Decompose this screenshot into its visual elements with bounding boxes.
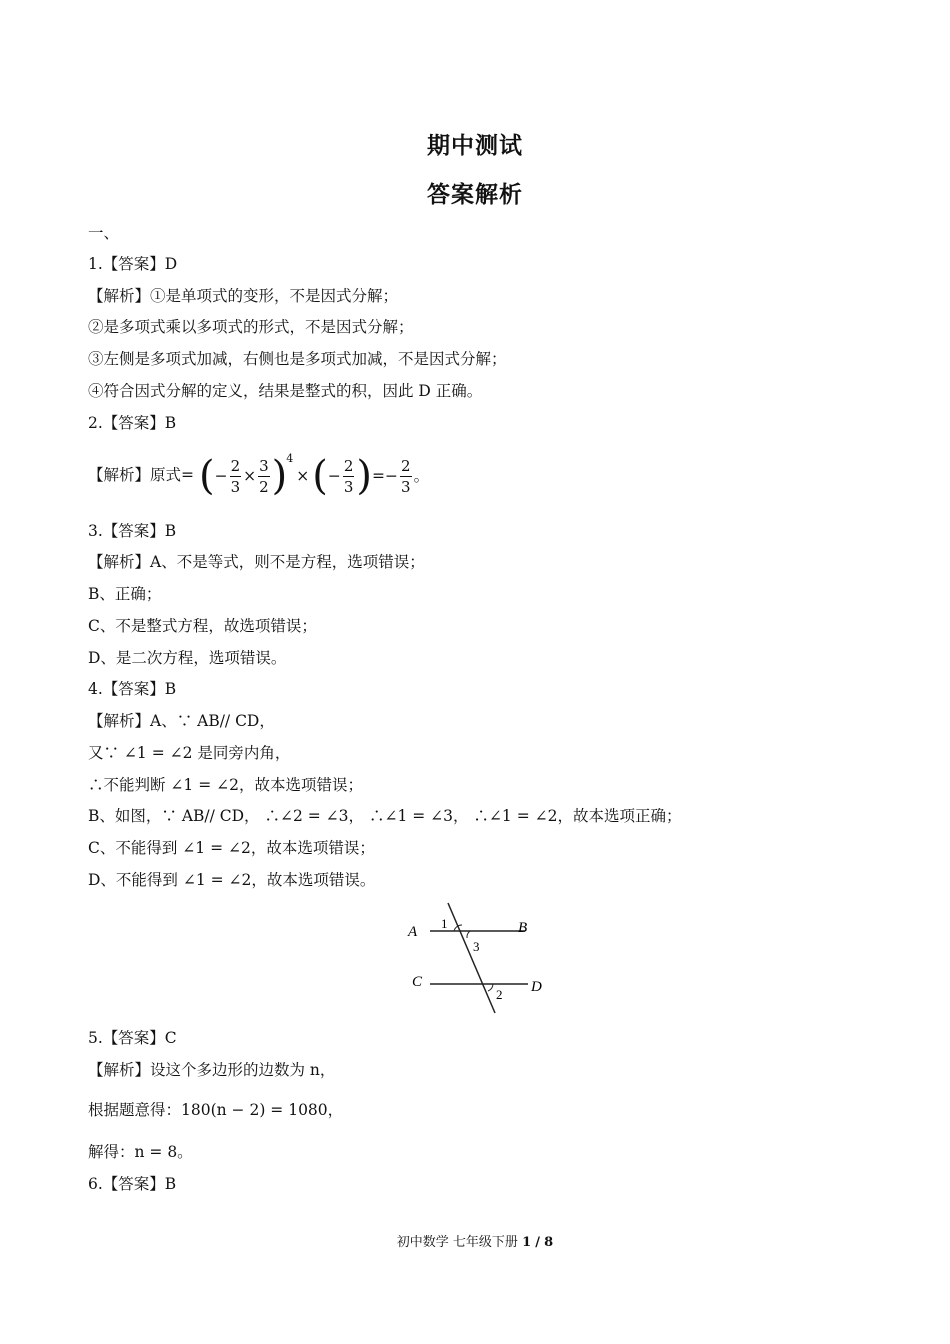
right-paren: ) [271,453,288,499]
footer-page-number: 1 [522,1235,532,1250]
fraction: $\frac{2}{3}$ [401,456,411,496]
footer-total-pages: 8 [544,1235,554,1250]
section-heading: 一、 [88,224,120,242]
page-subtitle: 答案解析 [427,182,523,208]
fraction: $\frac{2}{3}$ [230,456,241,496]
left-paren: ( [312,453,328,499]
period: 。 [413,467,430,485]
left-paren: ( [198,453,215,499]
times-sign: × [243,467,257,485]
q4-analysis-line: C、不能得到 ∠1 = ∠2，故本选项错误； [88,839,375,857]
q6-answer: 6.【答案】B [88,1175,177,1193]
footer-separator: / [535,1235,541,1250]
q5-analysis-line: 【解析】设这个多边形的边数为 n， [88,1061,336,1079]
q4-analysis-line: ∴不能判断 ∠1 = ∠2，故本选项错误； [88,776,363,794]
label-b: B [518,920,528,936]
q3-analysis-line: C、不是整式方程，故选项错误； [88,617,317,635]
q5-analysis-line: 根据题意得：180(n − 2) = 1080， [88,1101,344,1119]
q5-analysis-line: 解得：n = 8。 [88,1143,193,1161]
page-footer [0,1231,950,1250]
q3-answer: 3.【答案】B [88,522,177,540]
q4-analysis-line: B、如图，∵ AB// CD， ∴∠2 = ∠3， ∴∠1 = ∠3， ∴∠1 = ∠2，故本选项正确； [88,807,682,825]
angle-2-label: 2 [496,987,503,1002]
q4-answer: 4.【答案】B [88,680,177,698]
label-d: D [531,979,542,995]
fraction: $\frac{2}{3}$ [343,456,354,496]
exponent: 4 [286,452,294,465]
q1-analysis-line: 【解析】①是单项式的变形，不是因式分解； [88,287,399,305]
minus-sign: − [385,467,399,485]
q4-analysis-line: D、不能得到 ∠1 = ∠2，故本选项错误。 [88,871,376,889]
transversal-line [448,903,495,1013]
right-paren: ) [356,453,373,499]
times-sign: × [296,467,310,485]
q4-analysis-line: 又∵ ∠1 = ∠2 是同旁内角， [88,744,291,762]
q2-label: 【解析】原式 [88,466,182,484]
q3-analysis-line: B、正确； [88,585,162,603]
minus-sign: − [327,467,341,485]
q1-analysis-line: ③左侧是多项式加减，右侧也是多项式加减，不是因式分解； [88,350,507,368]
q5-answer: 5.【答案】C [88,1029,177,1047]
q3-analysis-line: D、是二次方程，选项错误。 [88,649,287,667]
q4-analysis-line: 【解析】A、∵ AB// CD， [88,712,275,730]
angle-1-label: 1 [441,916,448,931]
page-title: 期中测试 [427,133,523,159]
q2-equals: = [181,466,195,484]
label-a: A [408,924,418,940]
angle-3-arc [467,931,470,938]
q1-analysis-line: ②是多项式乘以多项式的形式，不是因式分解； [88,318,414,336]
q1-answer: 1.【答案】D [88,255,178,273]
angle-2-arc [488,984,493,991]
angle-3-label: 3 [473,939,480,954]
minus-sign: − [214,467,228,485]
label-c: C [412,974,423,990]
q2-analysis-formula [88,452,429,499]
q3-analysis-line: 【解析】A、不是等式，则不是方程，选项错误； [88,553,425,571]
parallel-lines-figure [400,898,550,1018]
q1-analysis-line: ④符合因式分解的定义，结果是整式的积，因此 D 正确。 [88,382,483,400]
fraction: $\frac{3}{2}$ [259,456,269,496]
q2-answer: 2.【答案】B [88,414,177,432]
footer-course: 初中数学 七年级下册 [396,1235,518,1250]
equals-sign: = [372,467,386,485]
